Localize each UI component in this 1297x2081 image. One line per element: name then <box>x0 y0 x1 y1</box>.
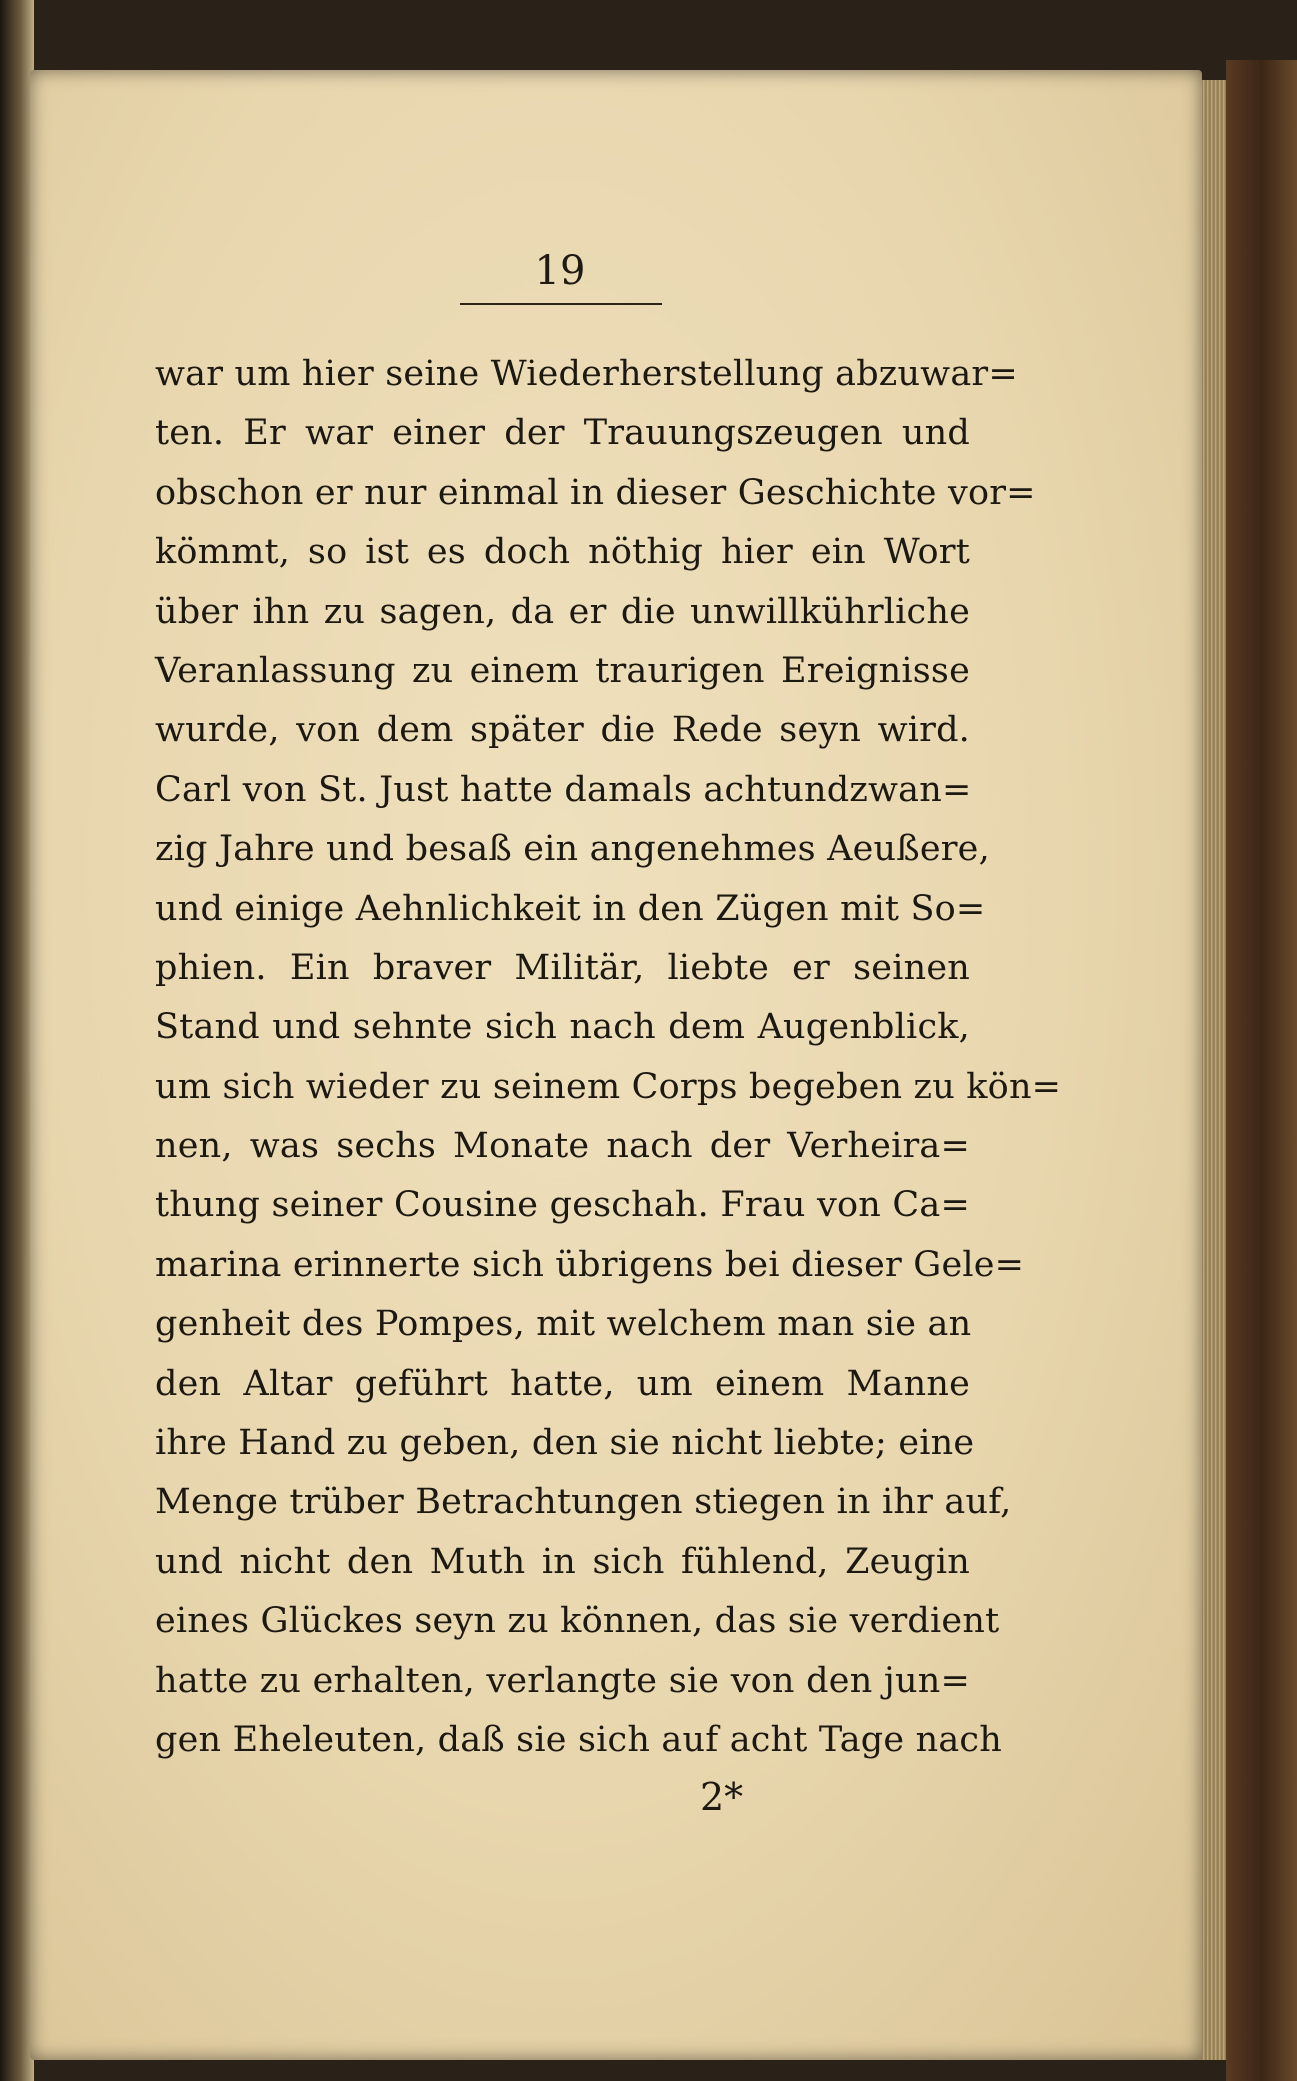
text-line: Veranlassung zu einem traurigen Ereignisse <box>155 650 970 691</box>
text-line: zig Jahre und besaß ein angenehmes Aeußere, <box>155 829 990 870</box>
text-line: kömmt, so ist es doch nöthig hier ein Wort <box>155 532 970 573</box>
text-line: marina erinnerte sich übrigens bei dieser Gele= <box>155 1244 1025 1285</box>
text-line: hatte zu erhalten, verlangte sie von den jun= <box>155 1660 970 1701</box>
page-number: 19 <box>534 248 586 294</box>
text-line: Stand und sehnte sich nach dem Augenblick, <box>155 1007 970 1048</box>
body-text <box>155 345 1062 1770</box>
text-line: den Altar geführt hatte, um einem Manne <box>155 1363 970 1404</box>
text-line: obschon er nur einmal in dieser Geschichte vor= <box>155 472 1036 513</box>
text-line: Menge trüber Betrachtungen stiegen in ihr auf, <box>155 1482 1012 1523</box>
signature-mark: 2* <box>700 1775 744 1819</box>
text-line: thung seiner Cousine geschah. Frau von Ca= <box>155 1185 970 1226</box>
text-line: gen Eheleuten, daß sie sich auf acht Tage nach <box>155 1719 1002 1760</box>
text-line: eines Glückes seyn zu können, das sie verdient <box>155 1601 1000 1642</box>
text-line: um sich wieder zu seinem Corps begeben zu kön= <box>155 1066 1062 1107</box>
text-line: nen, was sechs Monate nach der Verheira= <box>155 1126 970 1167</box>
book-binding-left <box>0 0 34 2081</box>
text-line: genheit des Pompes, mit welchem man sie an <box>155 1304 972 1345</box>
header-rule <box>460 303 662 305</box>
text-line: ihre Hand zu geben, den sie nicht liebte; eine <box>155 1423 975 1464</box>
book-cover-edge <box>1226 60 1297 2081</box>
text-line: und nicht den Muth in sich fühlend, Zeugin <box>155 1541 970 1582</box>
text-line: und einige Aehnlichkeit in den Zügen mit So= <box>155 888 986 929</box>
text-line: über ihn zu sagen, da er die unwillkührliche <box>155 591 970 632</box>
text-line: war um hier seine Wiederherstellung abzuwar= <box>155 354 1018 394</box>
text-line: wurde, von dem später die Rede seyn wird. <box>155 710 970 751</box>
text-line: Carl von St. Just hatte damals achtundzwan= <box>155 769 972 810</box>
text-line: phien. Ein braver Militär, liebte er seinen <box>155 947 970 988</box>
text-line: ten. Er war einer der Trauungszeugen und <box>155 413 970 454</box>
